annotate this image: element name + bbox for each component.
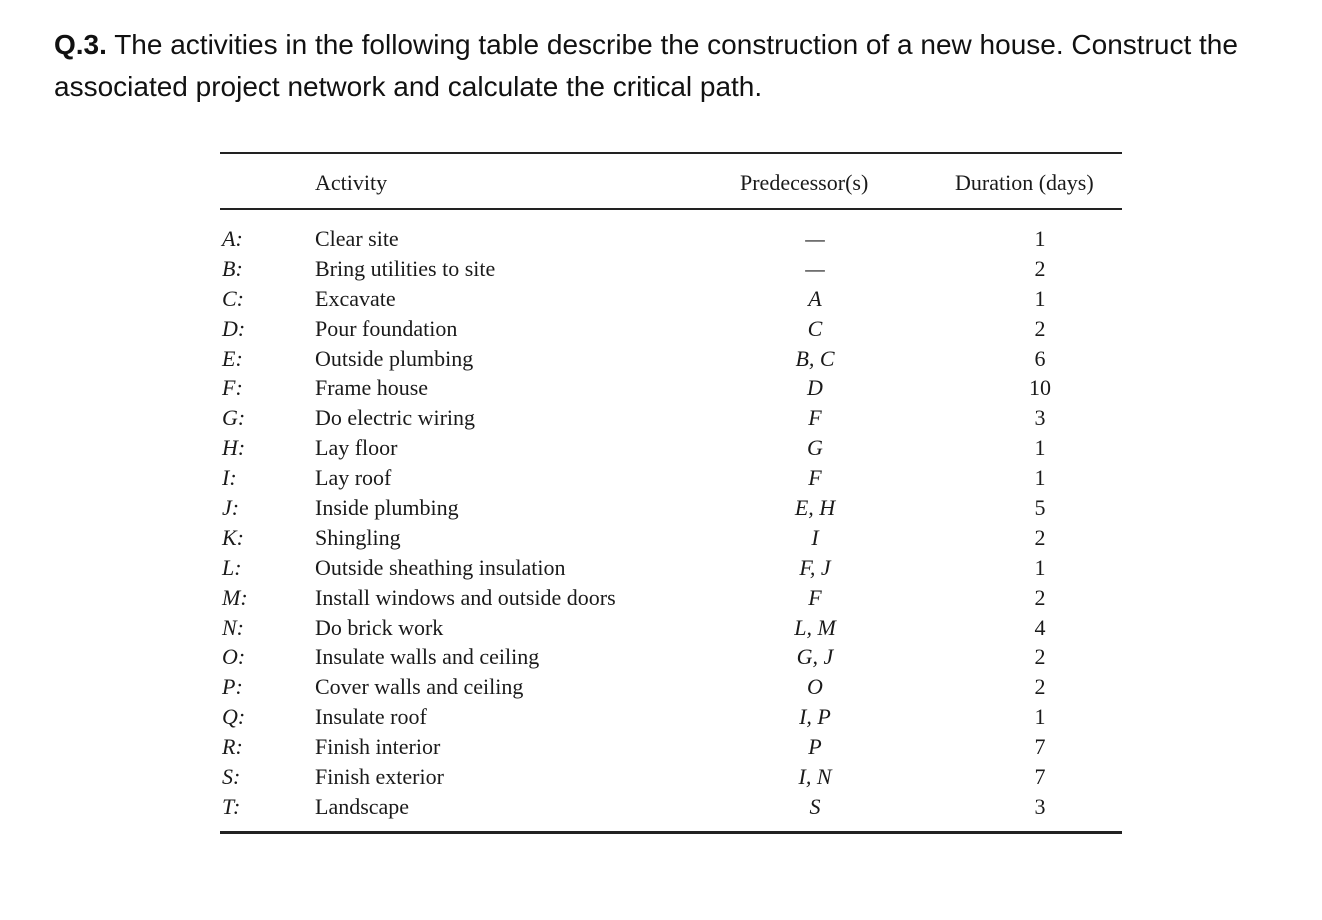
activity-duration: 3: [1034, 405, 1046, 431]
table-row: [220, 792, 1122, 822]
activity-letter: A:: [222, 226, 243, 251]
activity-letter: O:: [222, 644, 246, 670]
activity-predecessors: G: [807, 435, 823, 461]
question-number: Q.3.: [54, 29, 107, 60]
activity-letter: I:: [222, 465, 237, 491]
activity-description: Outside plumbing: [315, 345, 474, 371]
activity-letter: H:: [222, 435, 246, 461]
table-row: [220, 344, 1122, 374]
activity-predecessors: I, N: [798, 764, 832, 790]
activity-letter: K:: [222, 524, 244, 550]
activity-letter: D:: [222, 315, 246, 341]
table-top-rule: [220, 152, 1122, 154]
activity-duration: 7: [1034, 764, 1046, 790]
table-row: [220, 702, 1122, 732]
activity-predecessors: P: [808, 734, 822, 760]
activity-description: Insulate walls and ceiling: [315, 644, 540, 670]
activity-duration: 2: [1034, 524, 1046, 550]
activity-duration: 1: [1034, 285, 1046, 311]
activity-letter: J:: [222, 495, 240, 521]
activity-predecessors: I, P: [799, 704, 831, 730]
activity-predecessors: C: [807, 315, 823, 341]
activity-duration: 2: [1034, 674, 1046, 700]
table-row: [220, 523, 1122, 553]
activity-description: Finish exterior: [315, 764, 444, 790]
activity-predecessors: —: [805, 226, 825, 251]
activity-duration: 1: [1034, 704, 1046, 730]
activity-description: Landscape: [315, 793, 410, 819]
activity-duration: 3: [1034, 793, 1046, 819]
activity-description: Lay roof: [315, 465, 392, 491]
activity-description: Shingling: [315, 524, 401, 550]
activity-description: Do brick work: [315, 614, 444, 640]
table-row: [220, 403, 1122, 433]
table-row: [220, 433, 1122, 463]
activity-duration: 1: [1034, 435, 1046, 461]
activity-predecessors: —: [805, 255, 825, 281]
question-text: [54, 24, 1294, 108]
activity-letter: S:: [222, 764, 241, 790]
activity-predecessors: D: [807, 375, 823, 401]
activity-description: Cover walls and ceiling: [315, 674, 524, 700]
activity-predecessors: F, J: [799, 554, 831, 580]
header-activity: Activity: [315, 170, 388, 195]
activity-predecessors: L, M: [794, 614, 836, 640]
activity-duration: 2: [1034, 255, 1046, 281]
activity-duration: 6: [1034, 345, 1046, 371]
activity-letter: M:: [222, 584, 248, 610]
table-row: [220, 642, 1122, 672]
activity-predecessors: O: [807, 674, 823, 700]
activity-duration: 2: [1034, 584, 1046, 610]
table-row: [220, 493, 1122, 523]
activity-predecessors: B, C: [795, 345, 835, 371]
table-row: [220, 224, 1122, 254]
activity-duration: 5: [1034, 495, 1046, 521]
activity-predecessors: E, H: [794, 495, 836, 521]
table-bottom-rule: [220, 831, 1122, 834]
activity-letter: P:: [222, 674, 243, 700]
activity-predecessors: A: [808, 285, 822, 311]
table-row: [220, 373, 1122, 403]
header-duration: Duration (days): [955, 170, 1094, 195]
header-predecessors: Predecessor(s): [740, 170, 869, 195]
activity-duration: 10: [1029, 375, 1051, 401]
activity-duration: 1: [1034, 465, 1046, 491]
activity-predecessors: F: [808, 465, 822, 491]
activity-description: Frame house: [315, 375, 429, 401]
activity-description: Bring utilities to site: [315, 255, 496, 281]
activity-predecessors: I: [811, 524, 819, 550]
activity-description: Inside plumbing: [315, 495, 459, 521]
activity-letter: B:: [222, 255, 243, 281]
activity-letter: R:: [222, 734, 243, 760]
activity-description: Clear site: [315, 226, 399, 251]
activity-duration: 1: [1034, 554, 1046, 580]
activity-predecessors: G, J: [796, 644, 834, 670]
activity-description: Insulate roof: [315, 704, 427, 730]
activity-letter: L:: [222, 554, 242, 580]
table-row: [220, 762, 1122, 792]
activity-description: Outside sheathing insulation: [315, 554, 566, 580]
activity-description: Excavate: [315, 285, 396, 311]
table-header-rule: [220, 208, 1122, 210]
table-row: [220, 254, 1122, 284]
table-row: [220, 732, 1122, 762]
table-row: [220, 314, 1122, 344]
activity-letter: F:: [222, 375, 243, 401]
activity-duration: 1: [1034, 226, 1046, 251]
table-row: [220, 583, 1122, 613]
table-row: [220, 613, 1122, 643]
activity-duration: 2: [1034, 315, 1046, 341]
table-row: [220, 553, 1122, 583]
activity-description: Install windows and outside doors: [315, 584, 616, 610]
activity-description: Pour foundation: [315, 315, 458, 341]
activity-predecessors: S: [809, 793, 821, 819]
table-row: [220, 284, 1122, 314]
activity-letter: E:: [222, 345, 243, 371]
activity-description: Lay floor: [315, 435, 398, 461]
question-body: The activities in the following table describe the construction of a new house. Construct the associated project network and calculate the critical path.: [54, 29, 1238, 102]
activity-duration: 4: [1034, 614, 1046, 640]
activity-description: Finish interior: [315, 734, 441, 760]
activity-description: Do electric wiring: [315, 405, 476, 431]
table-row: [220, 463, 1122, 493]
table-row: [220, 672, 1122, 702]
activity-letter: G:: [222, 405, 246, 431]
activity-letter: C:: [222, 285, 244, 311]
table-body: [220, 224, 1122, 822]
activity-duration: 7: [1034, 734, 1046, 760]
activity-letter: Q:: [222, 704, 246, 730]
activity-predecessors: F: [808, 405, 822, 431]
activity-letter: N:: [222, 614, 244, 640]
activity-duration: 2: [1034, 644, 1046, 670]
activity-letter: T:: [222, 793, 241, 819]
activity-predecessors: F: [808, 584, 822, 610]
